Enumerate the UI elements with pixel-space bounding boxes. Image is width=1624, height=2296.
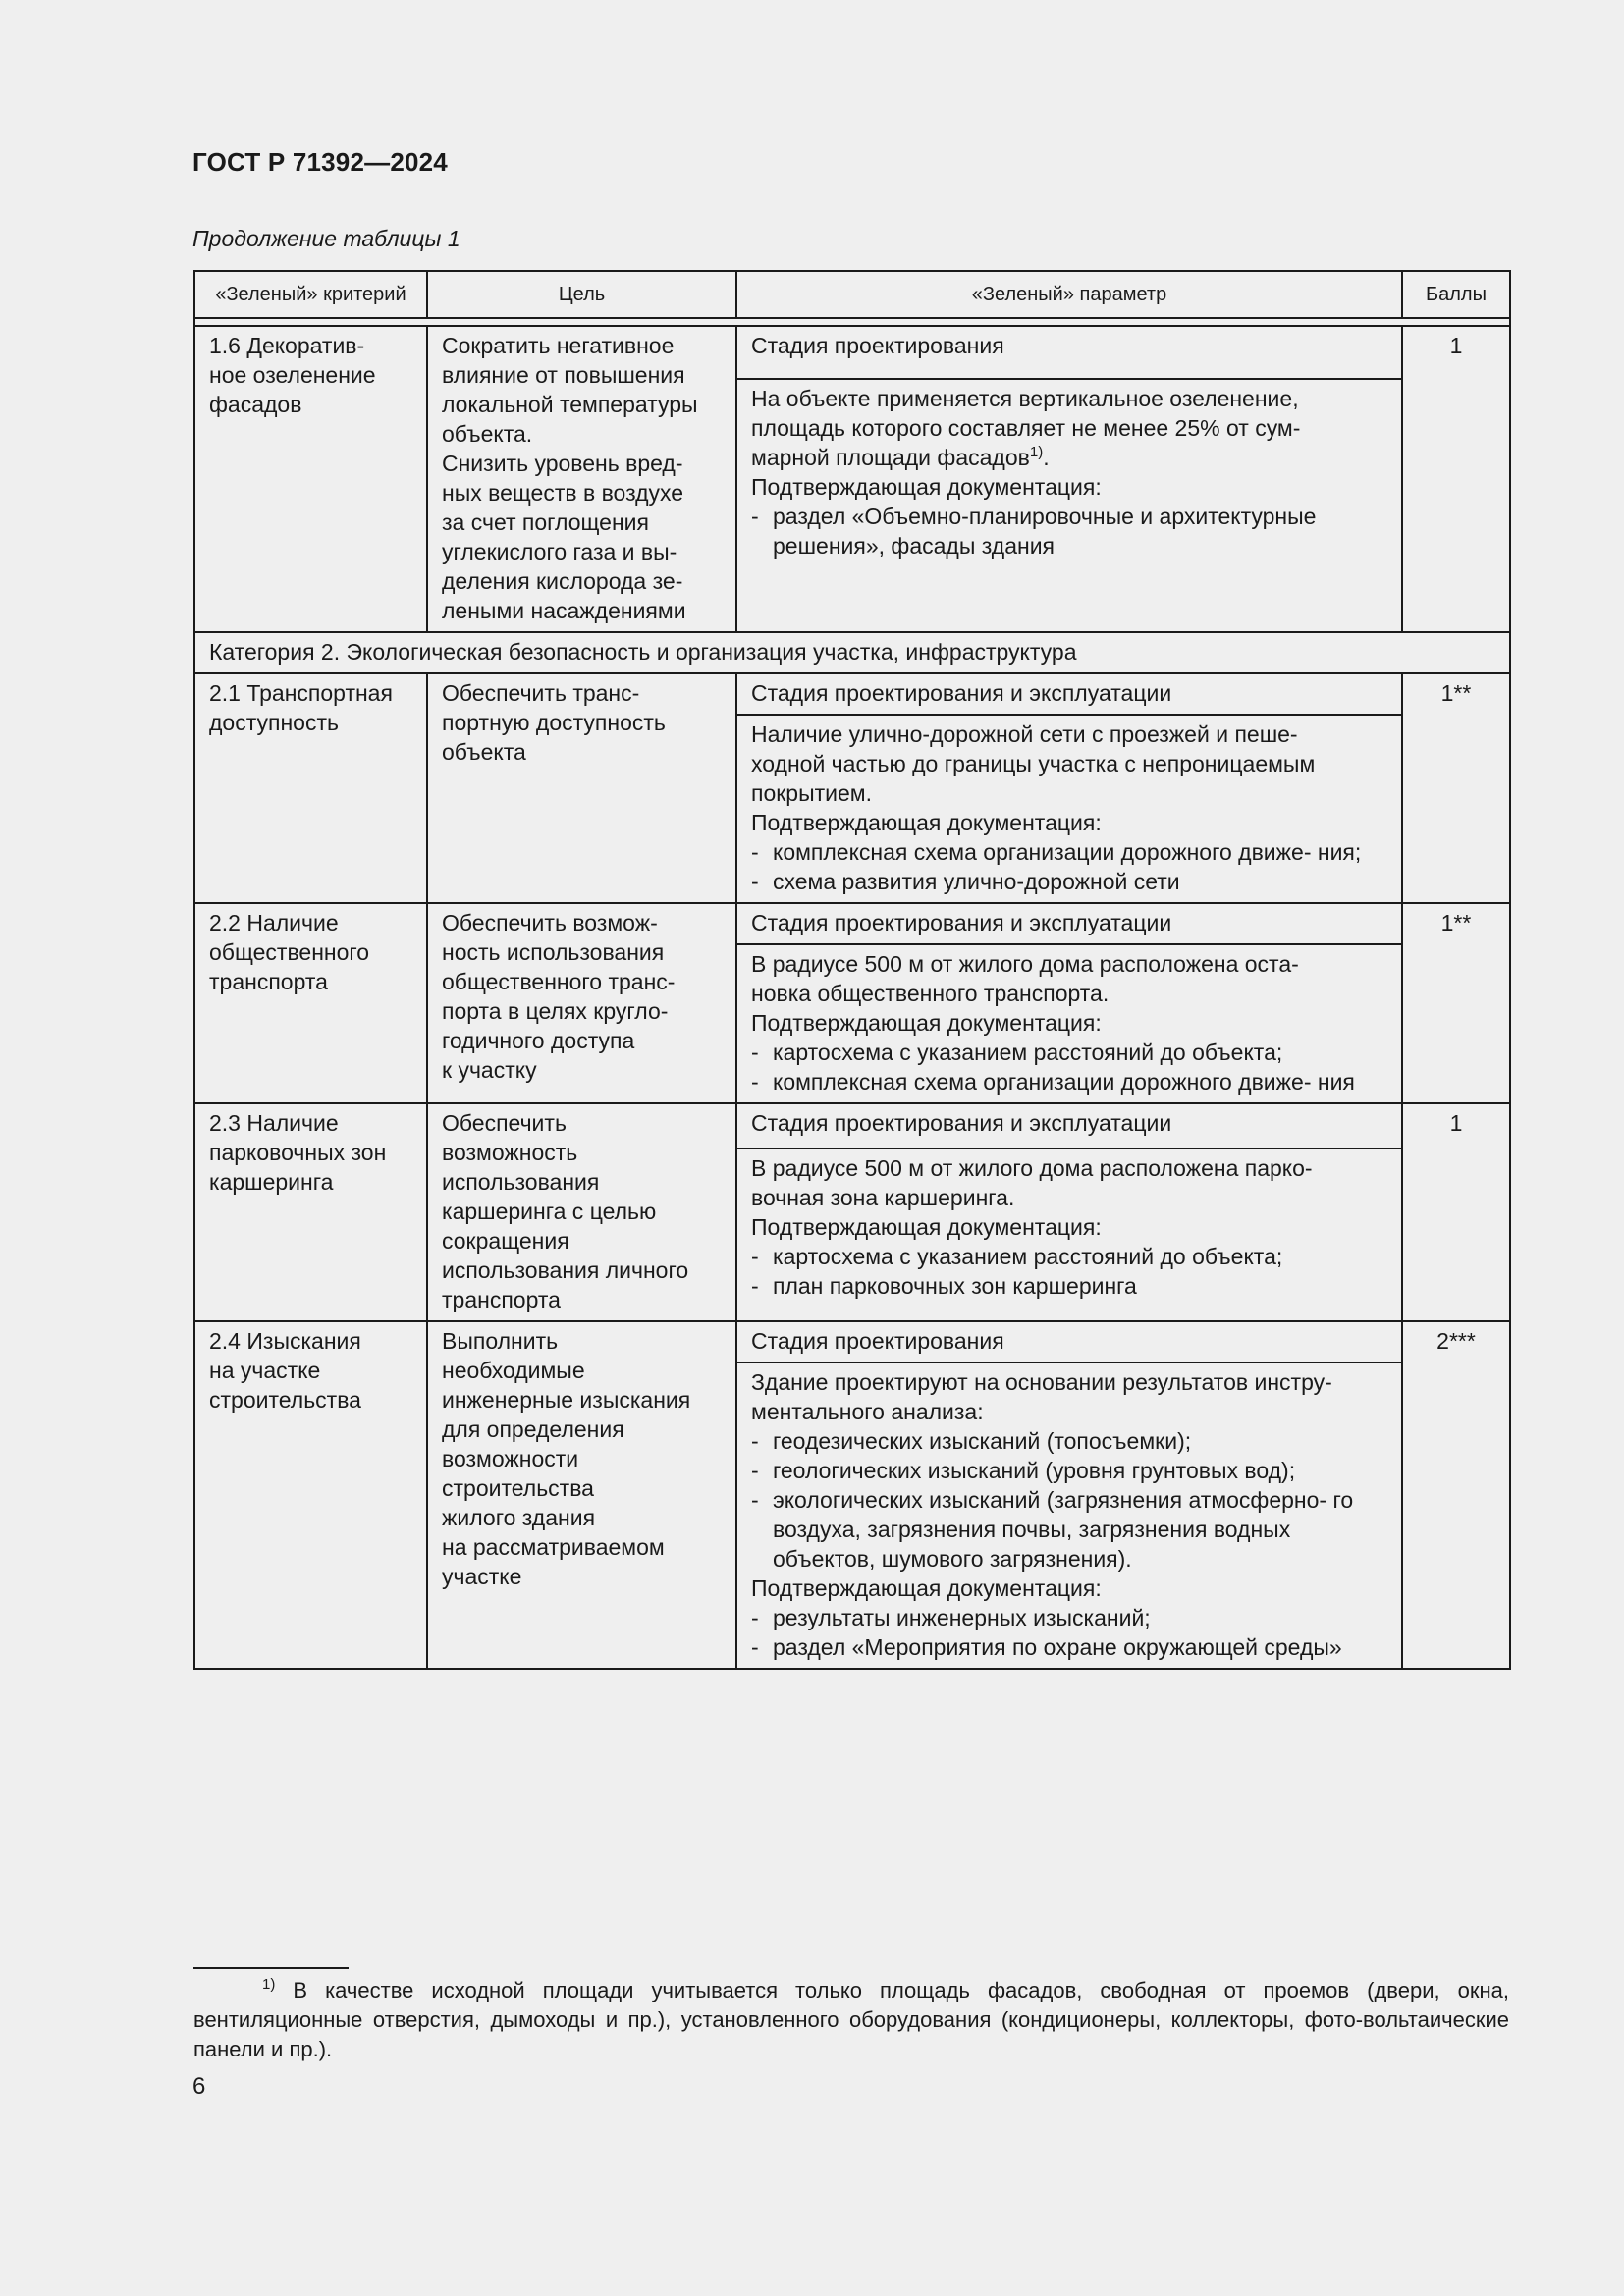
stage-cell: Стадия проектирования — [736, 326, 1402, 379]
parameter-list-item: - комплексная схема организации дорожного движе- ния; — [751, 837, 1387, 867]
goal-cell — [427, 673, 736, 903]
column-header-parameter: «Зеленый» параметр — [736, 271, 1402, 318]
goal-line: необходимые — [442, 1358, 585, 1383]
green-criteria-table — [193, 270, 1511, 1670]
parameter-line: В радиусе 500 м от жилого дома расположена парко- — [751, 1154, 1313, 1181]
criterion-line: общественного — [209, 939, 370, 965]
parameter-line: площадь которого составляет не менее 25% от сум- — [751, 415, 1301, 442]
stage-cell: Стадия проектирования — [736, 1321, 1402, 1362]
criterion-cell — [194, 673, 427, 903]
goal-cell — [427, 1321, 736, 1669]
score-cell: 1 — [1402, 1103, 1510, 1321]
goal-line: портную доступность — [442, 710, 666, 735]
table-row — [194, 1321, 1510, 1362]
parameter-cell — [736, 715, 1402, 903]
column-header-goal: Цель — [427, 271, 736, 318]
parameter-list-item: - план парковочных зон каршеринга — [751, 1271, 1387, 1301]
goal-cell — [427, 326, 736, 632]
criterion-cell — [194, 1321, 427, 1669]
criterion-line: на участке — [209, 1358, 321, 1383]
goal-line: ных веществ в воздухе — [442, 480, 684, 506]
footnote-text: В качестве исходной площади учитывается только площадь фасадов, свободная от проемов (двери, окна, вентиляционные отверстия, дымоходы и пр.), установленного оборудования (кондиционеры, коллекторы, фото-вольтаические панели и пр.). — [193, 1978, 1509, 2061]
criterion-line: 2.4 Изыскания — [209, 1328, 361, 1354]
goal-line: сокращения — [442, 1228, 569, 1254]
criterion-line: каршеринга — [209, 1169, 334, 1195]
header-gap — [194, 318, 1510, 326]
goal-line: Обеспечить транс- — [442, 680, 640, 706]
category-cell: Категория 2. Экологическая безопасность и организация участка, инфраструктура — [194, 632, 1510, 673]
goal-line: объекта. — [442, 421, 533, 447]
parameter-line: Подтверждающая документация: — [751, 1010, 1102, 1036]
table-row — [194, 903, 1510, 944]
goal-line: инженерные изыскания — [442, 1387, 691, 1413]
parameter-line: Подтверждающая документация: — [751, 810, 1102, 835]
parameter-list-item: - экологических изысканий (загрязнения атмосферно- го воздуха, загрязнения почвы, загрязнения водных объектов, шумового загрязнения). — [751, 1485, 1387, 1574]
parameter-text: . — [1043, 445, 1050, 471]
goal-line: объекта — [442, 739, 526, 765]
parameter-list-item: - геодезических изысканий (топосъемки); — [751, 1426, 1387, 1456]
footnote-ref: 1) — [1029, 444, 1044, 461]
parameter-line: Подтверждающая документация: — [751, 1575, 1102, 1601]
column-header-score: Баллы — [1402, 271, 1510, 318]
criterion-line: строительства — [209, 1387, 361, 1413]
goal-line: каршеринга с целью — [442, 1199, 657, 1224]
parameter-list-item: - комплексная схема организации дорожного движе- ния — [751, 1067, 1387, 1096]
goal-line: для определения — [442, 1416, 624, 1442]
criterion-line: парковочных зон — [209, 1140, 387, 1165]
parameter-list-item: - результаты инженерных изысканий; — [751, 1603, 1387, 1632]
footnote-separator — [193, 1967, 349, 1969]
parameter-cell — [736, 1362, 1402, 1669]
goal-line: возможности — [442, 1446, 579, 1471]
goal-line: жилого здания — [442, 1505, 596, 1530]
criterion-line: фасадов — [209, 392, 302, 417]
goal-line: годичного доступа — [442, 1028, 635, 1053]
goal-line: строительства — [442, 1475, 594, 1501]
score-cell: 1** — [1402, 903, 1510, 1103]
table-row — [194, 673, 1510, 715]
goal-line: Обеспечить — [442, 1110, 567, 1136]
score-cell: 1** — [1402, 673, 1510, 903]
goal-cell — [427, 1103, 736, 1321]
table-row — [194, 1103, 1510, 1148]
column-header-criterion: «Зеленый» критерий — [194, 271, 427, 318]
criterion-line: ное озеленение — [209, 362, 376, 388]
criterion-line: доступность — [209, 710, 339, 735]
goal-line: использования личного — [442, 1257, 689, 1283]
goal-line: Снизить уровень вред- — [442, 451, 683, 476]
criterion-cell — [194, 326, 427, 632]
goal-line: использования — [442, 1169, 600, 1195]
criterion-line: 2.2 Наличие — [209, 910, 339, 935]
parameter-list-item: - схема развития улично-дорожной сети — [751, 867, 1387, 896]
parameter-line: ходной частью до границы участка с непроницаемым — [751, 751, 1316, 776]
goal-line: транспорта — [442, 1287, 561, 1312]
goal-line: Выполнить — [442, 1328, 559, 1354]
goal-line: на рассматриваемом — [442, 1534, 665, 1560]
parameter-line: вочная зона каршеринга. — [751, 1184, 1015, 1210]
parameter-line: Здание проектируют на основании результатов инстру- — [751, 1369, 1332, 1395]
parameter-line: Наличие улично-дорожной сети с проезжей и пеше- — [751, 721, 1298, 747]
goal-line: деления кислорода зе- — [442, 568, 683, 594]
goal-line: участке — [442, 1564, 522, 1589]
score-cell: 2*** — [1402, 1321, 1510, 1669]
parameter-list-item: - геологических изысканий (уровня грунтовых вод); — [751, 1456, 1387, 1485]
parameter-line: Подтверждающая документация: — [751, 1213, 1102, 1240]
footnote-mark: 1) — [262, 1976, 276, 1993]
table-continuation-caption: Продолжение таблицы 1 — [192, 226, 460, 251]
score-cell: 1 — [1402, 326, 1510, 632]
table-header-row — [194, 271, 1510, 318]
table-row — [194, 326, 1510, 379]
document-code: ГОСТ Р 71392—2024 — [192, 147, 448, 177]
parameter-line: Подтверждающая документация: — [751, 474, 1102, 501]
goal-line: общественного транс- — [442, 969, 676, 994]
goal-line: локальной температуры — [442, 392, 698, 417]
parameter-line: На объекте применяется вертикальное озеленение, — [751, 386, 1299, 412]
parameter-line-with-footnote — [751, 443, 1387, 472]
parameter-list-item: - раздел «Мероприятия по охране окружающей среды» — [751, 1632, 1387, 1662]
parameter-line: ментального анализа: — [751, 1399, 984, 1424]
criterion-cell — [194, 1103, 427, 1321]
page-number: 6 — [192, 2073, 206, 2100]
parameter-list-item: - раздел «Объемно-планировочные и архитектурные решения», фасады здания — [751, 502, 1387, 561]
criterion-cell — [194, 903, 427, 1103]
stage-cell: Стадия проектирования и эксплуатации — [736, 673, 1402, 715]
criterion-line: 2.1 Транспортная — [209, 680, 393, 706]
goal-line: возможность — [442, 1140, 578, 1165]
criterion-line: 1.6 Декоратив- — [209, 333, 365, 358]
goal-line: ность использования — [442, 939, 665, 965]
parameter-cell — [736, 944, 1402, 1103]
parameter-cell — [736, 1148, 1402, 1321]
goal-line: влияние от повышения — [442, 362, 685, 388]
criterion-line: транспорта — [209, 969, 328, 994]
stage-cell: Стадия проектирования и эксплуатации — [736, 903, 1402, 944]
stage-cell: Стадия проектирования и эксплуатации — [736, 1103, 1402, 1148]
parameter-text: марной площади фасадов — [751, 445, 1030, 471]
goal-line: углекислого газа и вы- — [442, 539, 677, 564]
goal-line: к участку — [442, 1057, 537, 1083]
parameter-line: покрытием. — [751, 780, 873, 806]
parameter-line: В радиусе 500 м от жилого дома расположена оста- — [751, 951, 1299, 977]
goal-line: леными насаждениями — [442, 598, 686, 623]
goal-cell — [427, 903, 736, 1103]
category-row — [194, 632, 1510, 673]
goal-line: Сократить негативное — [442, 333, 675, 358]
parameter-list-item: - картосхема с указанием расстояний до объекта; — [751, 1038, 1387, 1067]
criterion-line: 2.3 Наличие — [209, 1110, 339, 1136]
parameter-cell — [736, 379, 1402, 632]
goal-line: порта в целях кругло- — [442, 998, 669, 1024]
footnote — [193, 1976, 1509, 2064]
parameter-list-item: - картосхема с указанием расстояний до объекта; — [751, 1242, 1387, 1271]
goal-line: Обеспечить возмож- — [442, 910, 658, 935]
parameter-line: новка общественного транспорта. — [751, 981, 1110, 1006]
goal-line: за счет поглощения — [442, 509, 649, 535]
